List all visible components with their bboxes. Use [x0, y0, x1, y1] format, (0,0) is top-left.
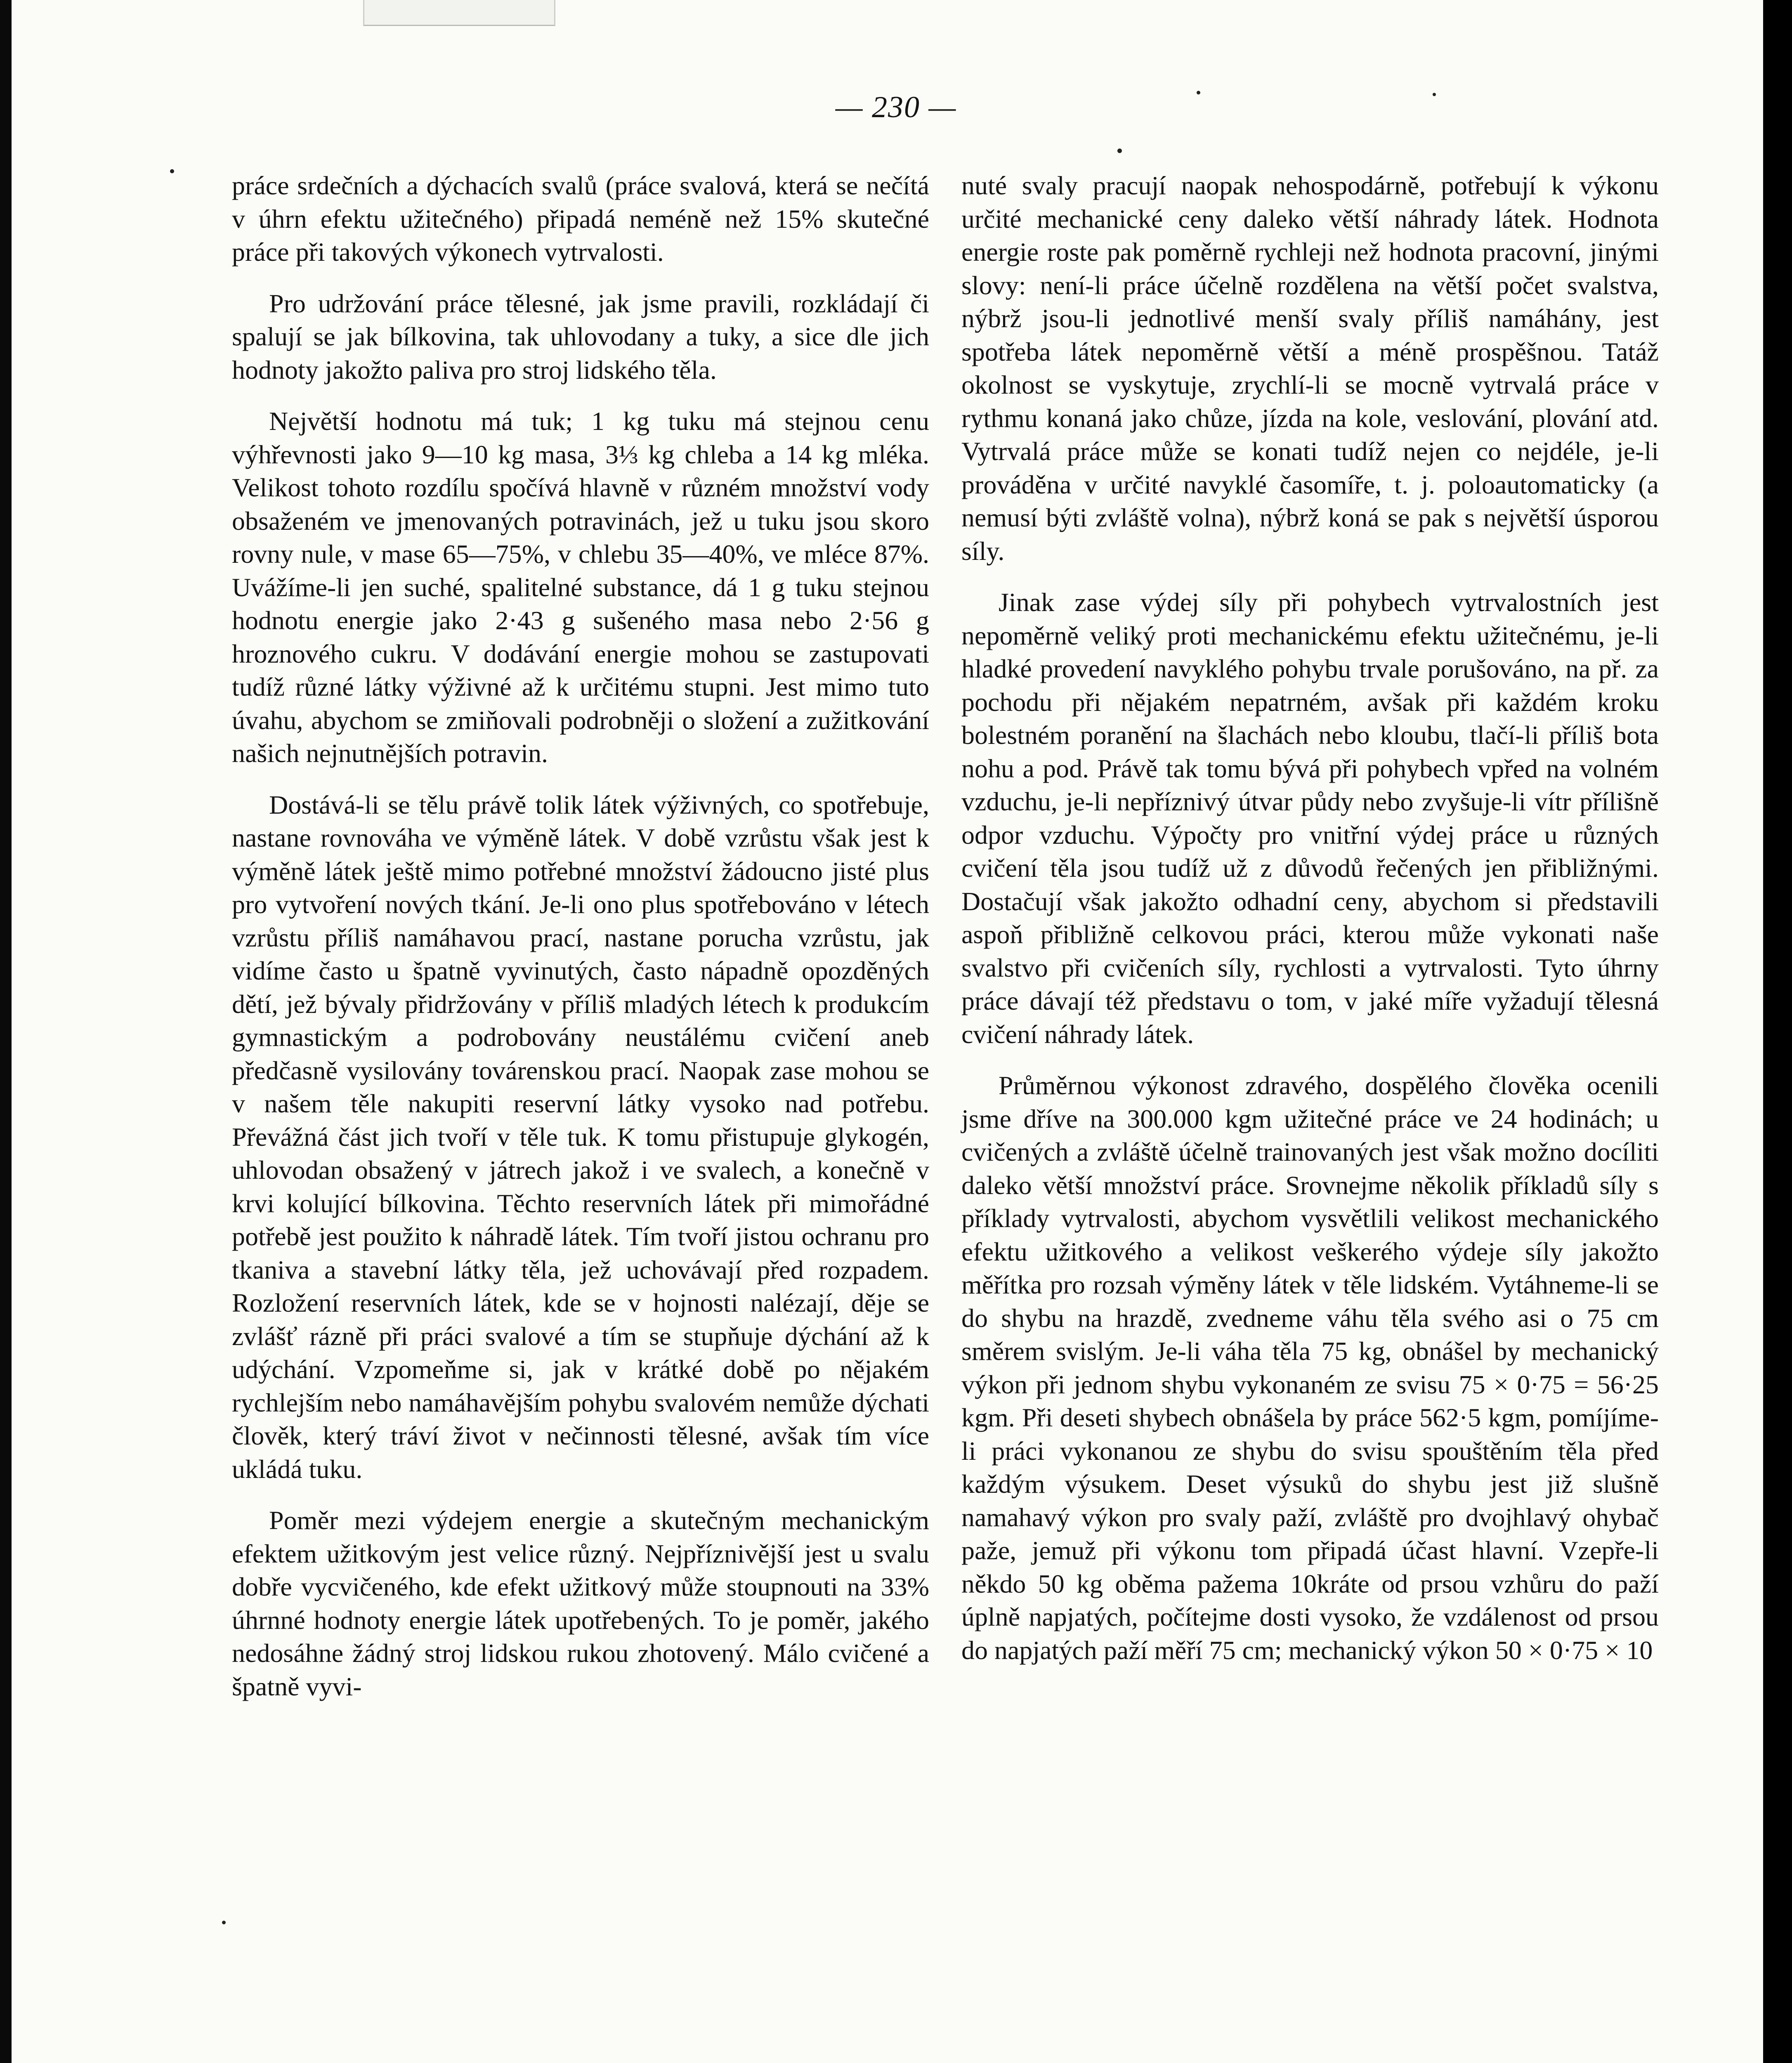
tape-mark [363, 0, 555, 26]
paragraph: Průměrnou výkonost zdravého, dospělého člověka ocenili jsme dříve na 300.000 kgm užitečné práce ve 24 hodinách; u cvičených a zvláště účelně trainovaných jest však možno docíliti daleko větší množství práce. Srovnejme několik příkladů síly s příklady vytrvalosti, abychom vysvětlili velikost mechanického efektu užitkového a velikost veškerého výdeje síly jakožto měřítka pro rozsah výměny látek v těle lidském. Vytáhneme-li se do shybu na hrazdě, zvedneme váhu těla svého asi o 75 cm směrem svislým. Je-li váha těla 75 kg, obnášel by mechanický výkon při jednom shybu vykonaném ze svisu 75 × 0·75 = 56·25 kgm. Při deseti shybech obnášela by práce 562·5 kgm, pomíjíme-li práci vykonanou ze shybu do svisu spouštěním těla před každým výsukem. Deset výsuků do shybu jest již slušně namahavý výkon pro svaly paží, zvláště pro dvojhlavý ohybač paže, jemuž při výkonu tom připadá účast hlavní. Vzepře-li někdo 50 kg oběma pažema 10kráte od prsou vzhůru do paží úplně napjatých, počítejme dosti vysoko, že vzdálenost od prsou do napjatých paží měří 75 cm; mechanický výkon 50 × 0·75 × 10 [961, 1071, 1659, 1665]
paragraph: Jinak zase výdej síly při pohybech vytrvalostních jest nepoměrně veliký proti mechanickému efektu užitečnému, je-li hladké provedení navyklého pohybu trvale porušováno, na př. za pochodu při nějakém nepatrném, avšak při každém kroku bolestném poranění na šlachách nebo kloubu, tlačí-li příliš bota nohu a pod. Právě tak tomu bývá při pohybech vpřed na volném vzduchu, je-li nepříznivý útvar půdy nebo zvyšuje-li vítr přílišně odpor vzduchu. Výpočty pro vnitřní výdej práce u různých cvičení těla jsou tudíž už z důvodů řečených jen přibližnými. Dostačují však jakožto odhadní ceny, abychom si představili aspoň přibližně celkovou práci, kterou může vykonati naše svalstvo při cvičeních síly, rychlosti a vytrvalosti. Tyto úhrny práce dávají též představu o tom, v jaké míře vyžadují tělesná cvičení náhrady látek. [961, 588, 1659, 1049]
scan-border-left [0, 0, 12, 2063]
paragraph: Poměr mezi výdejem energie a skutečným mechanickým efektem užitkovým jest velice různý. Nejpříznivější jest u svalu dobře vycvičeného, kde efekt užitkový může stoupnouti na 33% úhrnné hodnoty energie látek upotřebených. To je poměr, jakého nedosáhne žádný stroj lidskou rukou zhotovený. Málo cvičené a špatně vyvi- [232, 1506, 929, 1701]
paragraph: Dostává-li se tělu právě tolik látek výživných, co spotřebuje, nastane rovnováha ve výměně látek. V době vzrůstu však jest k výměně látek ještě mimo potřebné množství žádoucno jisté plus pro vytvoření nových tkání. Je-li ono plus spotřebováno v létech vzrůstu příliš namáhavou prací, nastane porucha vzrůstu, jak vidíme často u špatně vyvinutých, často nápadně opozděných dětí, jež bývaly přidržovány v příliš mladých létech k produkcím gymnastickým a podrobovány neustálému cvičení aneb předčasně vysilovány továrenskou prací. Naopak zase mohou se v našem těle nakupiti reservní látky vysoko nad potřebu. Převážná část jich tvoří v těle tuk. K tomu přistupuje glykogén, uhlovodan obsažený v játrech jakož i ve svalech, a konečně v krvi kolující bílkovina. Těchto reservních látek při mimořádné potřebě jest použito k náhradě látek. Tím tvoří jistou ochranu pro tkaniva a stavební látky těla, jež uchovávají před rozpadem. Rozložení reservních látek, kde se v hojnosti nalézají, děje se zvlášť rázně při práci svalové a tím se stupňuje dýchání až k udýchání. Vzpomeňme si, jak v krátké době po nějakém rychlejším nebo namáhavějším pohybu svalovém nemůže dýchati člověk, který tráví život v nečinnosti tělesné, avšak tím více ukládá tuku. [232, 790, 929, 1484]
left-column [232, 169, 929, 1703]
paragraph: práce srdečních a dýchacích svalů (práce svalová, která se nečítá v úhrn efektu užitečného) připadá neméně než 15% skutečné práce při takových výkonech vytrvalosti. [232, 171, 929, 267]
right-column [961, 169, 1659, 1667]
dust-speck [1117, 149, 1122, 153]
dust-speck [222, 1921, 226, 1924]
page-number: — 230 — [835, 90, 957, 124]
paragraph: Pro udržování práce tělesné, jak jsme pravili, rozkládají či spalují se jak bílkovina, tak uhlovodany a tuky, a sice dle jich hodnoty jakožto paliva pro stroj lidského těla. [232, 288, 929, 385]
paragraph: Největší hodnotu má tuk; 1 kg tuku má stejnou cenu výhřevnosti jako 9—10 kg masa, 3⅓ kg chleba a 14 kg mléka. Velikost tohoto rozdílu spočívá hlavně v různém množství vody obsaženém ve jmenovaných potravinách, jež u tuku jsou skoro rovny nule, v mase 65—75%, v chlebu 35—40%, ve mléce 87%. Uvážíme-li jen suché, spalitelné substance, dá 1 g tuku stejnou hodnotu energie jako 2·43 g sušeného masa nebo 2·56 g hroznového cukru. V dodávání energie mohou se zastupovati tudíž různé látky výživné až k určitému stupni. Jest mimo tuto úvahu, abychom se zmiňovali podrobněji o složení a zužitkování našich nejnutnějších potravin. [232, 406, 929, 768]
dust-speck [170, 169, 174, 173]
paragraph: nuté svaly pracují naopak nehospodárně, potřebují k výkonu určité mechanické ceny daleko větší náhrady látek. Hodnota energie roste pak poměrně rychleji než hodnota pracovní, jinými slovy: není-li práce účelně rozdělena na větší počet svalstva, nýbrž jsou-li jednotlivé menší svaly příliš namáhány, jest spotřeba látek nepoměrně větší a méně prospěšnou. Tatáž okolnost se vyskytuje, zrychlí-li se mocně vytrvalá práce v rythmu konaná jako chůze, jízda na kole, veslování, plování atd. Vytrvalá práce může se konati tudíž nejen co nejdéle, je-li prováděna v určité navyklé časomíře, t. j. poloautomaticky (a nemusí býti zvláště volna), nýbrž koná se pak s největší úsporou síly. [961, 171, 1659, 566]
